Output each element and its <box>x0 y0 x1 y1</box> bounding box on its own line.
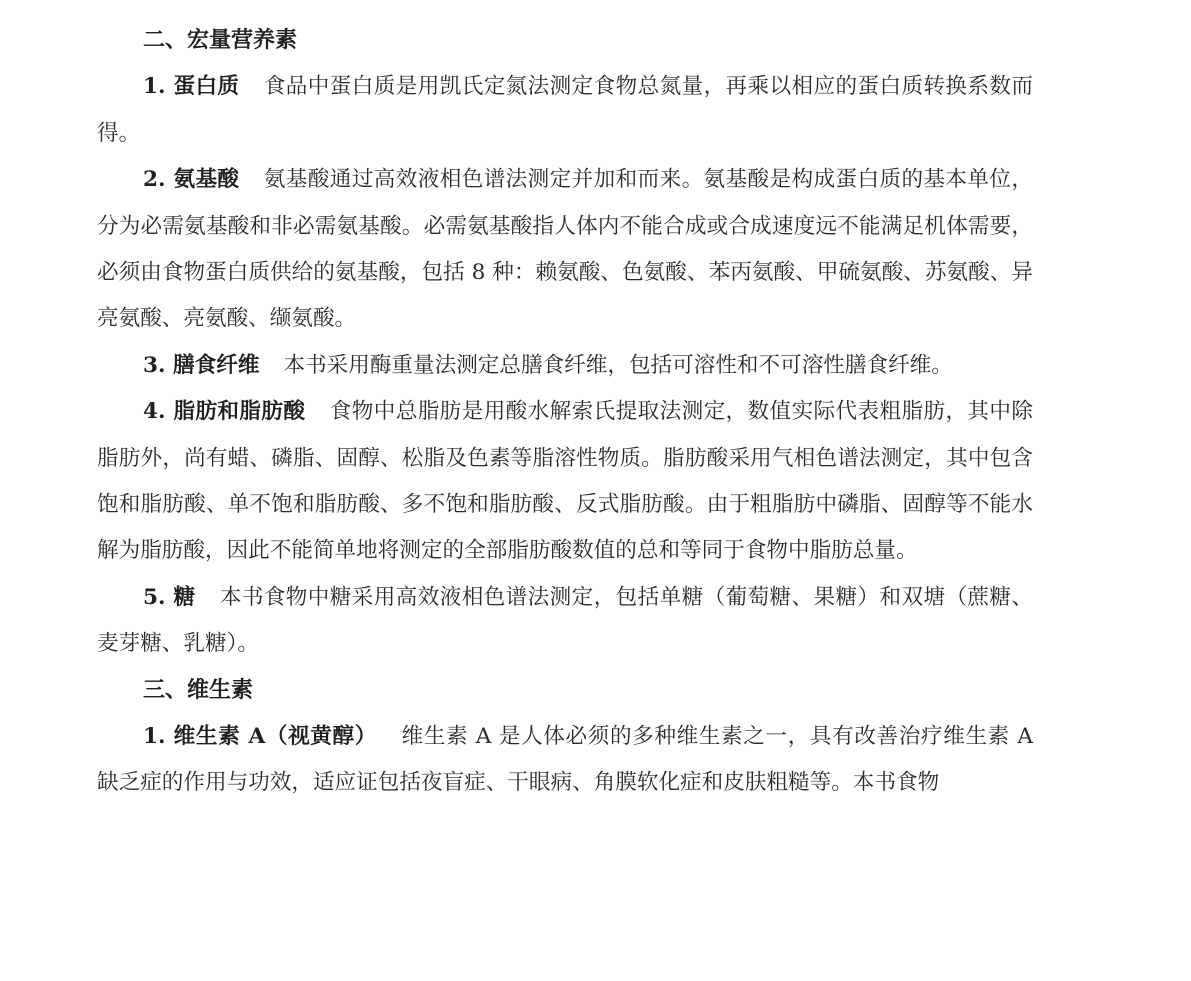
paragraph-sugar <box>97 575 1033 668</box>
paragraph-protein <box>97 64 1033 157</box>
paragraph-text-dietary-fiber: 本书采用酶重量法测定总膳食纤维，包括可溶性和不可溶性膳食纤维。 <box>283 352 953 378</box>
paragraph-lead-dietary-fiber: 3. 膳食纤维 <box>143 352 260 378</box>
paragraph-lead-protein: 1. 蛋白质 <box>143 74 240 100</box>
paragraph-lead-fat: 4. 脂肪和脂肪酸 <box>143 399 306 425</box>
paragraph-vitamin-a <box>97 714 1033 807</box>
paragraph-lead-vitamin-a: 1. 维生素 A（视黄醇） <box>143 724 377 750</box>
paragraph-text-amino-acids: 氨基酸通过高效液相色谱法测定并加和而来。氨基酸是构成蛋白质的基本单位，分为必需氨基酸和非必需氨基酸。必需氨基酸指人体内不能合成或合成速度远不能满足机体需要，必须由食物蛋白质供给的氨基酸，包括 8 种：赖氨酸、色氨酸、苯丙氨酸、甲硫氨酸、苏氨酸、异亮氨酸、亮氨酸、缬氨酸。 <box>97 167 1033 332</box>
section-heading-vitamins: 三、维生素 <box>143 677 254 703</box>
paragraph-lead-amino-acids: 2. 氨基酸 <box>143 167 240 193</box>
paragraph-text-protein: 食品中蛋白质是用凯氏定氮法测定食物总氮量，再乘以相应的蛋白质转换系数而得。 <box>97 74 1033 146</box>
document-page <box>97 18 1033 807</box>
section-heading-macronutrients: 二、宏量营养素 <box>143 28 298 53</box>
paragraph-amino-acids <box>97 157 1033 343</box>
paragraph-dietary-fiber <box>97 343 1033 389</box>
paragraph-text-fat: 食物中总脂肪是用酸水解索氏提取法测定，数值实际代表粗脂肪，其中除脂肪外，尚有蜡、磷脂、固醇、松脂及色素等脂溶性物质。脂肪酸采用气相色谱法测定，其中包含饱和脂肪酸、单不饱和脂肪酸、多不饱和脂肪酸、反式脂肪酸。由于粗脂肪中磷脂、固醇等不能水解为脂肪酸，因此不能简单地将测定的全部脂肪酸数值的总和等同于食物中脂肪总量。 <box>97 399 1033 564</box>
paragraph-lead-sugar: 5. 糖 <box>143 584 196 610</box>
paragraph-text-vitamin-a: 维生素 A 是人体必须的多种维生素之一，具有改善治疗维生素 A 缺乏症的作用与功效，适应证包括夜盲症、干眼病、角膜软化症和皮肤粗糙等。本书食物 <box>97 724 1033 796</box>
paragraph-fat <box>97 389 1033 575</box>
paragraph-text-sugar: 本书食物中糖采用高效液相色谱法测定，包括单糖（葡萄糖、果糖）和双塘（蔗糖、麦芽糖、乳糖）。 <box>97 584 1033 657</box>
